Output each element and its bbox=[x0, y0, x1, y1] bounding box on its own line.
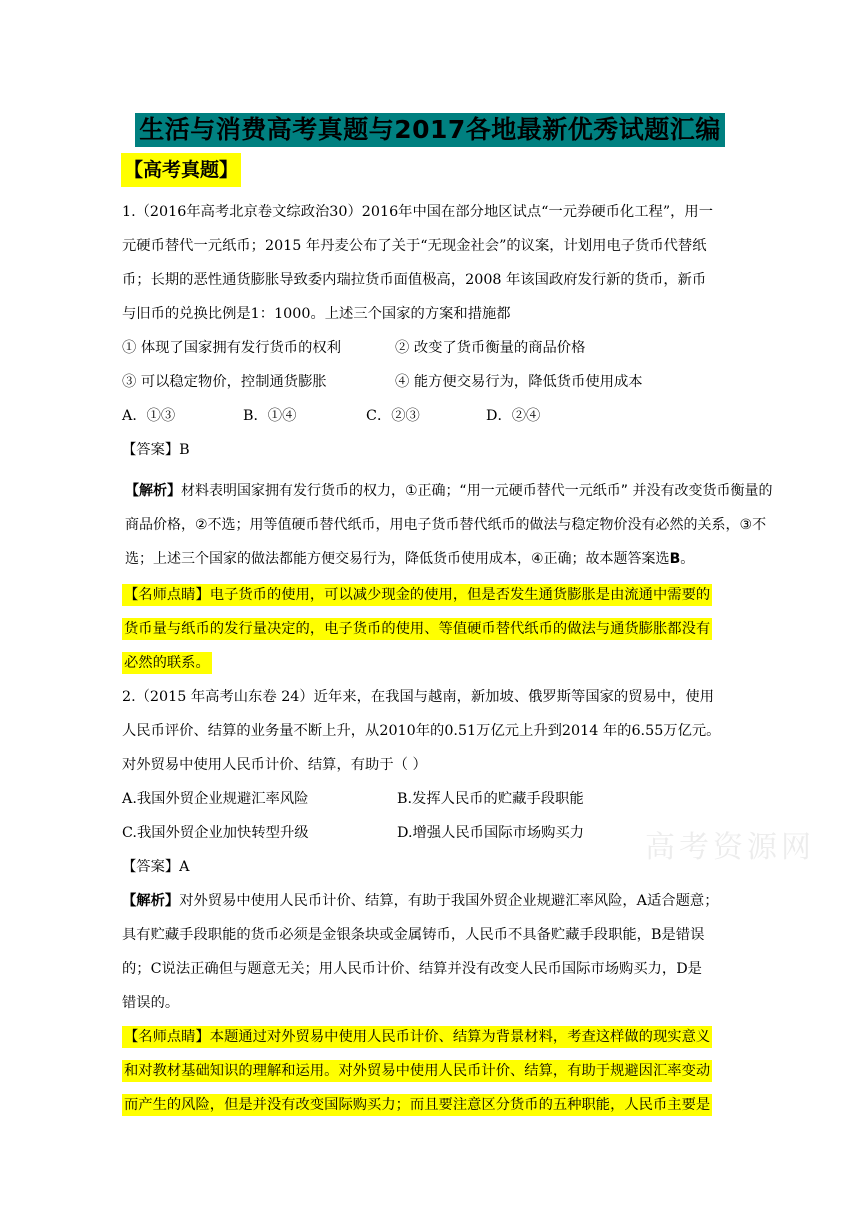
q1-stem-line: 币；长期的恶性通货膨胀导致委内瑞拉货币面值极高，2008 年该国政府发行新的货币，新币 bbox=[122, 272, 707, 288]
q1-stem-line: 元硬币替代一元纸币；2015 年丹麦公布了关于“无现金社会”的议案，计划用电子货币代替纸 bbox=[122, 238, 707, 254]
q1-analysis-end: 。 bbox=[680, 551, 695, 567]
q2-analysis-line: 具有贮藏手段职能的货币必须是金银条块或金属铸币，人民币不具备贮藏手段职能，B是错误 bbox=[122, 927, 705, 943]
q1-answer: 【答案】B bbox=[122, 442, 190, 458]
q1-stem-line: 1.（2016年高考北京卷文综政治30）2016年中国在部分地区试点“一元券硬币化工程”，用一 bbox=[122, 204, 714, 220]
q1-analysis-answer: B bbox=[669, 551, 681, 567]
q1-choice-b: B．①④ bbox=[243, 408, 297, 424]
q1-tip-line bbox=[122, 619, 712, 639]
q2-tip-line bbox=[122, 1027, 712, 1047]
q1-statement-2: ② 改变了货币衡量的商品价格 bbox=[395, 340, 586, 356]
q2-choice-c: C.我国外贸企业加快转型升级 bbox=[122, 825, 309, 841]
q1-statement-1: ① 体现了国家拥有发行货币的权利 bbox=[122, 340, 341, 356]
title-container bbox=[0, 113, 860, 147]
q1-tip-text: 电子货币的使用，可以减少现金的使用，但是否发生通货膨胀是由流通中需要的 bbox=[209, 587, 711, 603]
q1-tip-line bbox=[122, 585, 712, 605]
q2-answer: 【答案】A bbox=[122, 859, 190, 875]
section-heading: 【高考真题】 bbox=[121, 153, 241, 187]
q2-tip-highlight: 和对教材基础知识的理解和运用。对外贸易中使用人民币计价、结算，有助于规避因汇率变动 bbox=[122, 1060, 712, 1082]
q2-tip-text: 本题通过对外贸易中使用人民币计价、结算为背景材料，考查这样做的现实意义 bbox=[209, 1029, 711, 1045]
q1-tip-highlight: 必然的联系。 bbox=[122, 652, 212, 674]
q1-tip-highlight: 货币量与纸币的发行量决定的，电子货币的使用、等值硬币替代纸币的做法与通货膨胀都没有 bbox=[122, 618, 712, 640]
q1-analysis-tag: 【解析】 bbox=[125, 483, 181, 499]
watermark: 高考资源网 bbox=[645, 830, 815, 865]
q2-choice-d: D.增强人民币国际市场购买力 bbox=[397, 825, 585, 841]
q1-analysis-text: 选；上述三个国家的做法都能方便交易行为，降低货币使用成本，④正确；故本题答案选 bbox=[125, 551, 670, 567]
page-title: 生活与消费高考真题与2017各地最新优秀试题汇编 bbox=[135, 113, 725, 147]
q2-tip-highlight bbox=[122, 1026, 712, 1048]
q1-analysis-line bbox=[125, 549, 694, 569]
q2-tip-line bbox=[122, 1061, 712, 1081]
q1-stem-line: 与旧币的兑换比例是1：1000。上述三个国家的方案和措施都 bbox=[122, 306, 511, 322]
q2-analysis-line: 错误的。 bbox=[122, 995, 180, 1011]
q2-tip-tag: 【名师点睛】 bbox=[124, 1029, 210, 1045]
q2-analysis-line bbox=[122, 891, 719, 911]
q2-stem-line: 2.（2015 年高考山东卷 24）近年来，在我国与越南，新加坡、俄罗斯等国家的贸易中，使用 bbox=[122, 689, 714, 705]
q1-analysis-line: 商品价格，②不选；用等值硬币替代纸币，用电子货币替代纸币的做法与稳定物价没有必然的关系，③不 bbox=[125, 517, 767, 533]
q1-tip-highlight bbox=[122, 584, 712, 606]
q1-tip-line bbox=[122, 653, 212, 673]
q1-analysis-text: 材料表明国家拥有发行货币的权力，①正确；“用一元硬币替代一元纸币” 并没有改变货币衡量的 bbox=[181, 483, 773, 499]
q2-tip-highlight: 而产生的风险，但是并没有改变国际购买力；而且要注意区分货币的五种职能，人民币主要是 bbox=[122, 1094, 712, 1116]
q1-tip-tag: 【名师点睛】 bbox=[124, 587, 210, 603]
q2-analysis-line: 的；C说法正确但与题意无关；用人民币计价、结算并没有改变人民币国际市场购买力，D是 bbox=[122, 961, 702, 977]
q2-analysis-text: 对外贸易中使用人民币计价、结算，有助于我国外贸企业规避汇率风险，A适合题意； bbox=[179, 893, 719, 909]
q2-stem-line: 对外贸易中使用人民币计价、结算，有助于（ ） bbox=[122, 757, 427, 773]
q2-choice-a: A.我国外贸企业规避汇率风险 bbox=[122, 791, 309, 807]
q1-statement-4: ④ 能方便交易行为，降低货币使用成本 bbox=[395, 374, 643, 390]
q1-statement-3: ③ 可以稳定物价，控制通货膨胀 bbox=[122, 374, 327, 390]
q1-analysis-line bbox=[125, 481, 773, 501]
q1-choice-d: D．②④ bbox=[486, 408, 541, 424]
q1-choice-a: A．①③ bbox=[122, 408, 176, 424]
q2-stem-line: 人民币评价、结算的业务量不断上升，从2010年的0.51万亿元上升到2014 年的6.55万亿元。 bbox=[122, 723, 721, 739]
q2-choice-b: B.发挥人民币的贮藏手段职能 bbox=[397, 791, 584, 807]
q2-tip-line bbox=[122, 1095, 712, 1115]
q2-analysis-tag: 【解析】 bbox=[122, 893, 180, 909]
q1-choice-c: C．②③ bbox=[366, 408, 420, 424]
